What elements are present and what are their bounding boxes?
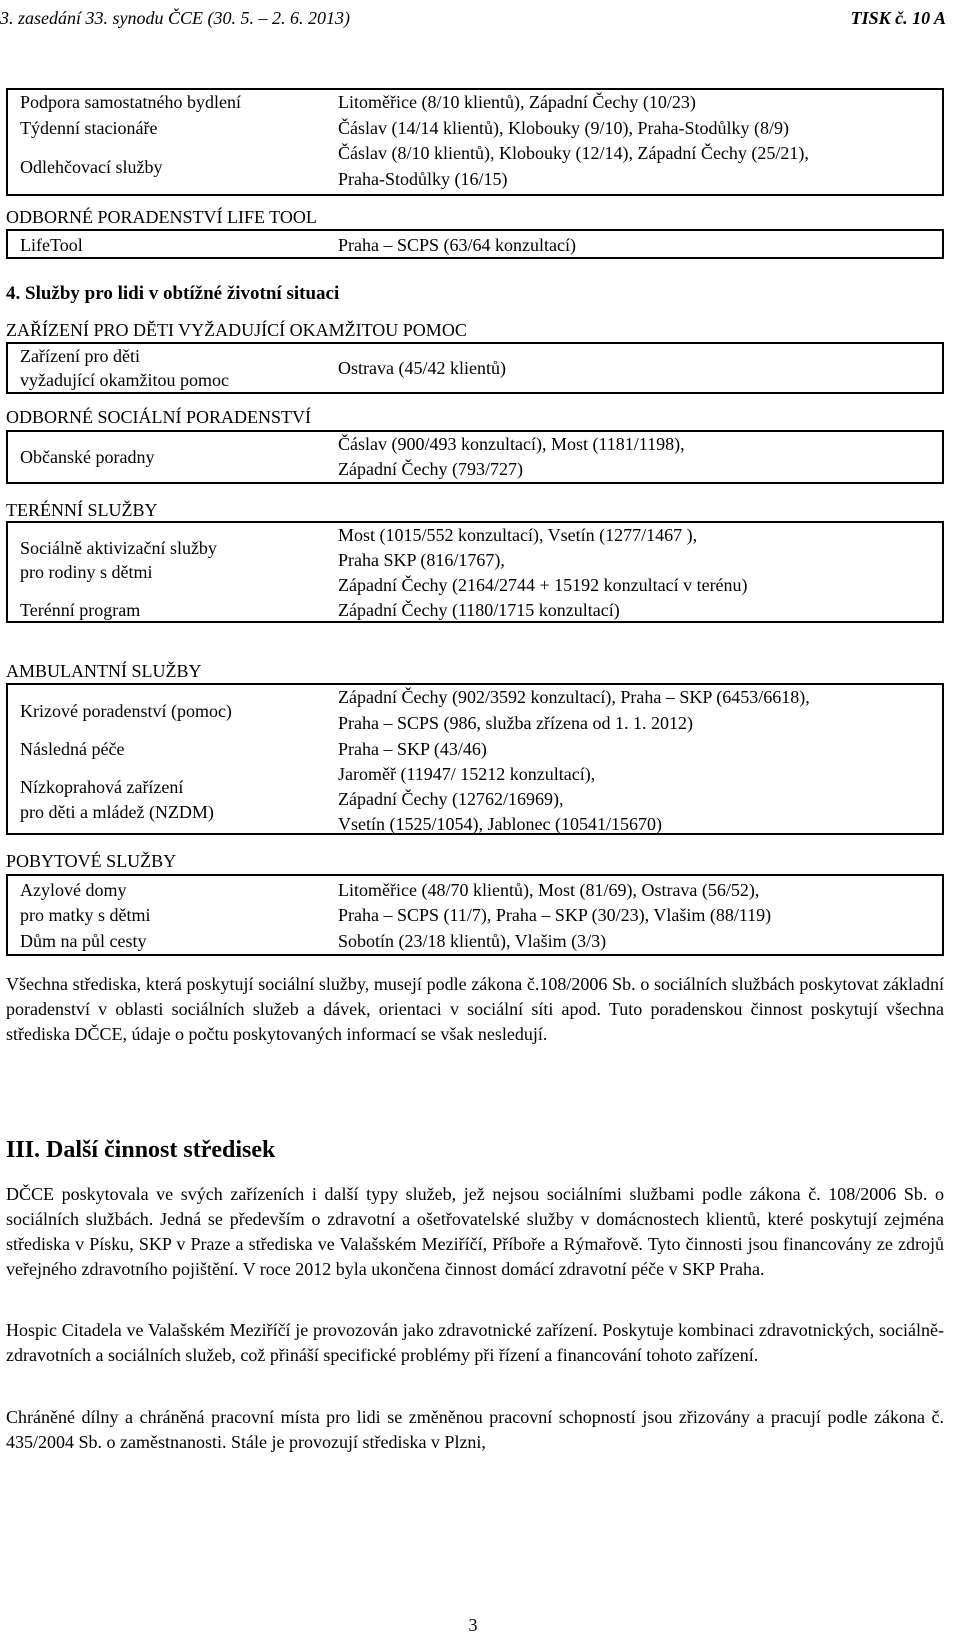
chapter-4-heading: 4. Služby pro lidi v obtížné životní situaci — [6, 283, 340, 304]
table-row-service: Krizové poradenství (pomoc) — [20, 701, 232, 721]
lifetool-table — [6, 229, 944, 259]
emergency-children-table — [6, 342, 944, 394]
table-row-places: Praha-Stodůlky (16/15) — [338, 169, 508, 189]
table-row-places: Praha SKP (816/1767), — [338, 550, 505, 570]
top-services-table — [6, 88, 944, 196]
table-row-service: Terénní program — [20, 600, 141, 620]
table-row-service: pro děti a mládež (NZDM) — [20, 802, 214, 822]
table-row-service: LifeTool — [20, 235, 83, 255]
table-row-service: Dům na půl cesty — [20, 931, 147, 951]
table-row-service: Odlehčovací služby — [20, 157, 163, 177]
header-print-number: TISK č. 10 A — [850, 8, 946, 28]
table-row-places: Čáslav (14/14 klientů), Klobouky (9/10), Praha-Stodůlky (8/9) — [338, 118, 789, 138]
table-row-places: Praha – SCPS (11/7), Praha – SKP (30/23), Vlašim (88/119) — [338, 905, 772, 925]
table-row-places: Jaroměř (11947/ 15212 konzultací), — [338, 764, 596, 784]
table-row-places: Vsetín (1525/1054), Jablonec (10541/15670) — [338, 814, 662, 834]
table-row-places: Západní Čechy (12762/16969), — [338, 789, 564, 809]
table-row-places: Západní Čechy (2164/2744 + 15192 konzultací v terénu) — [338, 575, 748, 595]
table-row-service: Následná péče — [20, 739, 125, 759]
social-services-note: Všechna střediska, která poskytují sociální služby, musejí podle zákona č.108/2006 Sb. o sociálních službách poskytovat základní poradenství v oblasti sociálních služeb a dávek, orientaci v sociální síti apod. Tuto poradenskou činnost poskytují všechna střediska DČCE, údaje o počtu poskytovaných informací se však nesledují. — [6, 974, 944, 1044]
table-row-places: Západní Čechy (1180/1715 konzultací) — [338, 600, 620, 620]
table-row-places: Praha – SCPS (63/64 konzultací) — [338, 235, 576, 255]
outpatient-table — [6, 683, 944, 835]
table-row-service: vyžadující okamžitou pomoc — [20, 370, 229, 390]
table-row-places: Západní Čechy (902/3592 konzultací), Praha – SKP (6453/6618), — [338, 687, 810, 707]
table-row-service: pro matky s dětmi — [20, 905, 151, 925]
page-header — [0, 6, 946, 30]
field-services-table — [6, 521, 944, 623]
table-row-places: Čáslav (900/493 konzultací), Most (1181/1198), — [338, 434, 685, 454]
section-heading-lifetool: ODBORNÉ PORADENSTVÍ LIFE TOOL — [6, 207, 317, 227]
table-row-service: Podpora samostatného bydlení — [20, 92, 241, 112]
table-row-places: Ostrava (45/42 klientů) — [338, 358, 506, 378]
table-row-service: Občanské poradny — [20, 447, 155, 467]
chapter-3-paragraph-2: Hospic Citadela ve Valašském Meziříčí je provozován jako zdravotnické zařízení. Poskytuje kombinaci zdravotnických, sociálně-zdravotních a sociálních služeb, což přináší specifické problémy při řízení a financování tohoto zařízení. — [6, 1320, 944, 1365]
header-meeting-info: 3. zasedání 33. synodu ČCE (30. 5. – 2. 6. 2013) — [0, 8, 350, 28]
table-row-service: pro rodiny s dětmi — [20, 562, 153, 582]
section-heading-residential: POBYTOVÉ SLUŽBY — [6, 851, 177, 871]
table-row-places: Litoměřice (8/10 klientů), Západní Čechy (10/23) — [338, 92, 696, 112]
chapter-3-paragraph-3: Chráněné dílny a chráněná pracovní místa pro lidi se změněnou pracovní schopností jsou zřizovány a pracují podle zákona č. 435/2004 Sb. o zaměstnanosti. Stále je provozují střediska v Plzni, — [6, 1407, 944, 1452]
residential-table — [6, 874, 944, 956]
table-row-service: Azylové domy — [20, 880, 127, 900]
table-row-places: Sobotín (23/18 klientů), Vlašim (3/3) — [338, 931, 607, 951]
table-row-service: Sociálně aktivizační služby — [20, 538, 217, 558]
table-row-service: Týdenní stacionáře — [20, 118, 158, 138]
social-counselling-table — [6, 430, 944, 484]
table-row-places: Čáslav (8/10 klientů), Klobouky (12/14), Západní Čechy (25/21), — [338, 143, 809, 163]
table-row-service: Zařízení pro děti — [20, 346, 140, 366]
table-row-service: Nízkoprahová zařízení — [20, 777, 184, 797]
table-row-places: Praha – SKP (43/46) — [338, 739, 487, 759]
table-row-places: Litoměřice (48/70 klientů), Most (81/69), Ostrava (56/52), — [338, 880, 760, 900]
chapter-3-paragraph-1: DČCE poskytovala ve svých zařízeních i další typy služeb, jež nejsou sociálními službami podle zákona č. 108/2006 Sb. o sociálních službách. Jedná se především o zdravotní a ošetřovatelské služby v domácnostech klientů, které poskytují zejména střediska v Písku, SKP v Praze a střediska ve Valašském Meziříčí, Příboře a Rýmařově. Tyto činnosti jsou financovány ze zdrojů veřejného zdravotního pojištění. V roce 2012 byla ukončena činnost domácí zdravotní péče v SKP Praha. — [6, 1184, 944, 1279]
section-heading-outpatient: AMBULANTNÍ SLUŽBY — [6, 661, 202, 681]
chapter-3-heading: III. Další činnost středisek — [6, 1137, 276, 1163]
table-row-places: Praha – SCPS (986, služba zřízena od 1. 1. 2012) — [338, 713, 693, 733]
section-heading-field-services: TERÉNNÍ SLUŽBY — [6, 500, 158, 520]
table-row-places: Západní Čechy (793/727) — [338, 459, 523, 479]
table-row-places: Most (1015/552 konzultací), Vsetín (1277/1467 ), — [338, 525, 698, 545]
section-heading-social-counselling: ODBORNÉ SOCIÁLNÍ PORADENSTVÍ — [6, 407, 312, 427]
section-heading-emergency-children: ZAŘÍZENÍ PRO DĚTI VYŽADUJÍCÍ OKAMŽITOU POMOC — [6, 320, 467, 340]
page-number: 3 — [468, 1615, 478, 1635]
